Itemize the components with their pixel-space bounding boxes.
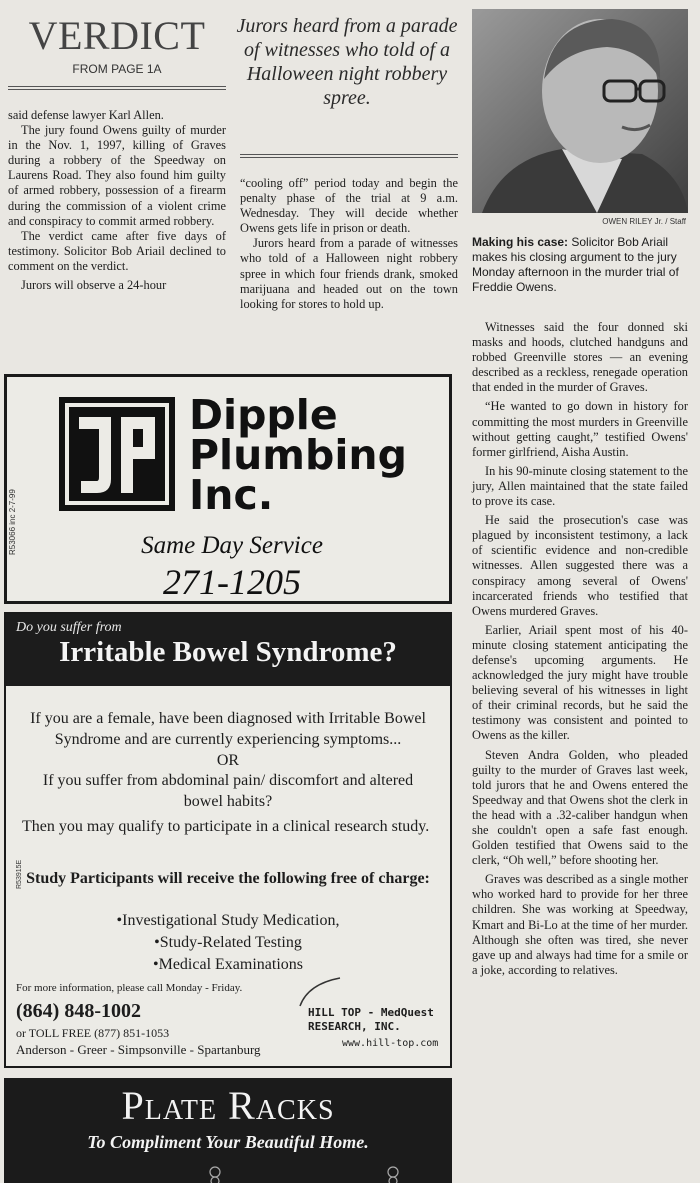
ibs-clinical-ad — [4, 612, 452, 1068]
ibs-toll-free: or TOLL FREE (877) 851-1053 — [16, 1026, 170, 1040]
paragraph: Graves was described as a single mother who worked hard to provide for her three children. She was working at Speedway, Kmart and Bi-Lo at the time of her murder. Although she often was tired, she never gave up and always had time for a smile or a joke, according to relatives. — [472, 872, 688, 977]
dipple-logo-icon — [59, 397, 175, 511]
paragraph: He said the prosecution's case was plagued by inconsistent testimony, a lack of scientific evidence and non-credible witnesses. Allen suggested there was a conspiracy among several of Owens' incarcerated friends who testified that Owens murdered Graves. — [472, 513, 688, 618]
ibs-or: OR — [216, 752, 240, 769]
ibs-line-1: If you are a female, have been diagnosed with Irritable Bowel Syndrome and are currently experiencing symptoms... — [30, 710, 426, 748]
article-column-3 — [472, 320, 688, 978]
paragraph: Earlier, Ariail spent most of his 40-minute closing statement anticipating the defense's upcoming arguments. He acknowledged the jury might have trouble believing several of his witnesses in light of their criminal records, but he said the testimony was consistent and pointed to Owens as the killer. — [472, 622, 688, 743]
paragraph: Jurors will observe a 24-hour — [21, 278, 167, 293]
portrait-illustration — [472, 9, 688, 213]
pull-quote: Jurors heard from a parade of witnesses who told of a Halloween night robbery spree. — [236, 15, 458, 109]
ibs-item: •Medical Examinations — [152, 956, 303, 973]
ibs-header — [6, 614, 450, 686]
headline-title: VERDICT — [28, 13, 206, 58]
dipple-company-name — [189, 391, 407, 519]
paragraph: Witnesses said the four donned ski masks and hoods, clutched handguns and robbed Greenville stores — an evening described as a reckless, renegade operation that ended in the murder of Graves. — [472, 320, 688, 395]
ibs-item: •Study-Related Testing — [154, 934, 302, 951]
dipple-plumbing-ad — [4, 374, 452, 604]
paragraph: said defense lawyer Karl Allen. — [8, 108, 164, 122]
plate-racks-subtitle: To Compliment Your Beautiful Home. — [87, 1132, 369, 1152]
ibs-line-2: If you suffer from abdominal pain/ discomfort and altered bowel habits? — [42, 772, 414, 810]
paragraph: “He wanted to go down in history for committing the most murders in Greenville without getting caught,” testified Owens' former girlfriend, Aisha Austin. — [472, 399, 688, 459]
ibs-pre-title: Do you suffer from — [16, 620, 122, 635]
photo-caption — [472, 235, 688, 295]
hilltop-url: www.hill-top.com — [342, 1038, 439, 1049]
dipple-name-line: Plumbing — [189, 431, 407, 479]
paragraph: In his 90-minute closing statement to the jury, Allen maintained that the state failed to prove its case. — [472, 463, 688, 509]
ibs-side-code: R53915E — [16, 859, 23, 889]
ibs-towns: Anderson - Greer - Simpsonville - Spartanburg — [16, 1042, 261, 1057]
article-column-2 — [240, 176, 458, 312]
ornament-icon — [200, 1166, 230, 1183]
paragraph: Steven Andra Golden, who pleaded guilty to the murder of Graves last week, told jurors that he and Owens entered the Speedway and that Owens shot the clerk in the head with a .32-caliber handgun when she couldn't open a safe fast enough. Golden testified that Owens said to the clerk, “Oh well,” before shooting her. — [472, 747, 688, 868]
hilltop-company — [308, 1006, 434, 1034]
hilltop-line: RESEARCH, INC. — [308, 1020, 401, 1033]
ibs-title: Irritable Bowel Syndrome? — [59, 636, 397, 668]
paragraph: Jurors heard from a parade of witnesses who told of a Halloween night robbery spree in which four friends drank, smoked marijuana and headed out on the town looking for stores to hold up. — [240, 236, 458, 311]
ibs-then: Then you may qualify to participate in a clinical research study. — [22, 818, 430, 835]
pull-quote-rule — [240, 154, 458, 155]
ibs-study-heading: Study Participants will receive the following free of charge: — [26, 870, 430, 887]
ibs-item: •Investigational Study Medication, — [116, 912, 340, 929]
ibs-phone: (864) 848-1002 — [16, 1000, 141, 1022]
dipple-name-line: Dipple — [189, 391, 338, 439]
dipple-name-line: Inc. — [189, 471, 274, 519]
dipple-service: Same Day Service — [141, 532, 323, 559]
caption-text: Solicitor Bob Ariail makes his closing argument to the jury Monday afternoon in the murder trial of Freddie Owens. — [472, 235, 679, 294]
pull-quote-rule-2 — [240, 157, 458, 158]
ornament-icon — [378, 1166, 408, 1183]
photo-credit: OWEN RILEY Jr. / Staff — [602, 217, 686, 226]
plate-racks-title: Plate Racks — [121, 1083, 335, 1128]
dipple-side-code: R53066 inc 2-7-99 — [8, 489, 17, 555]
headline-rule — [8, 86, 226, 87]
headline-rule-2 — [8, 89, 226, 90]
from-page-label: FROM PAGE 1A — [72, 62, 162, 76]
dipple-phone: 271-1205 — [163, 562, 301, 602]
ibs-more-info: For more information, please call Monday - Friday. — [16, 982, 243, 994]
caption-lead: Making his case: — [472, 235, 569, 249]
hilltop-swoosh-icon — [296, 976, 342, 1008]
paragraph: “cooling off” period today and begin the penalty phase of the trial at 9 a.m. Wednesday. They will decide whether Owens gets life in prison or death. — [240, 176, 458, 236]
paragraph: The jury found Owens guilty of murder in the Nov. 1, 1997, killing of Graves during a robbery of the Speedway on Laurens Road. They also found him guilty of armed robbery, possession of a firearm during the commission of a violent crime and conspiracy to commit armed robbery. — [8, 123, 226, 228]
hilltop-line: HILL TOP - MedQuest — [308, 1006, 434, 1019]
paragraph: The verdict came after five days of testimony. Solicitor Bob Ariail declined to comment on the verdict. — [8, 228, 226, 273]
plate-racks-ad — [4, 1078, 452, 1183]
article-column-1 — [8, 108, 226, 293]
solicitor-photo — [472, 9, 688, 213]
